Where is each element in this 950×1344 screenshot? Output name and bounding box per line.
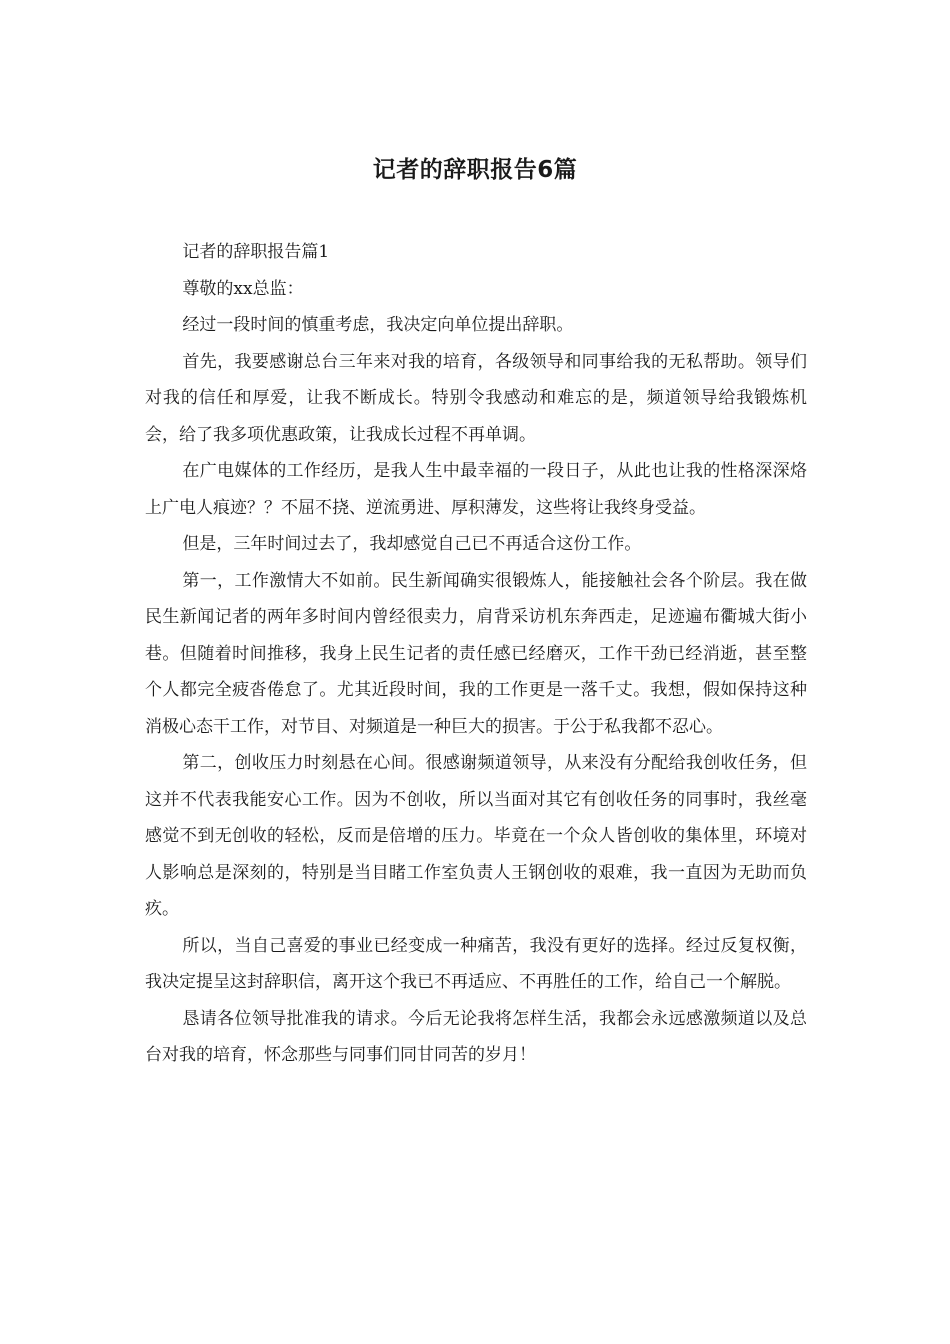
body-paragraph: 第一，工作激情大不如前。民生新闻确实很锻炼人，能接触社会各个阶层。我在做民生新闻记者的两年多时间内曾经很卖力，肩背采访机东奔西走，足迹遍布衢城大街小巷。但随着时间推移，我身上民生记者的责任感已经磨灭，工作干劲已经消逝，甚至整个人都完全疲沓倦怠了。尤其近段时间，我的工作更是一落千丈。我想，假如保持这种消极心态干工作，对节目、对频道是一种巨大的损害。于公于私我都不忍心。 — [145, 570, 807, 737]
body-paragraph: 所以，当自己喜爱的事业已经变成一种痛苦，我没有更好的选择。经过反复权衡，我决定提呈这封辞职信，离开这个我已不再适应、不再胜任的工作，给自己一个解脱。 — [145, 935, 807, 992]
body-paragraph: 经过一段时间的慎重考虑，我决定向单位提出辞职。 — [182, 315, 574, 335]
body-paragraph: 首先，我要感谢总台三年来对我的培育，各级领导和同事给我的无私帮助。领导们对我的信任和厚爱，让我不断成长。特别令我感动和难忘的是，频道领导给我锻炼机会，给了我多项优惠政策，让我成长过程不再单调。 — [145, 351, 807, 445]
body-paragraph: 在广电媒体的工作经历，是我人生中最幸福的一段日子，从此也让我的性格深深烙上广电人痕迹？？不屈不挠、逆流勇进、厚积薄发，这些将让我终身受益。 — [145, 461, 807, 518]
body-paragraph: 第二，创收压力时刻悬在心间。很感谢频道领导，从来没有分配给我创收任务，但这并不代表我能安心工作。因为不创收，所以当面对其它有创收任务的同事时，我丝毫感觉不到无创收的轻松，反而是倍增的压力。毕竟在一个众人皆创收的集体里，环境对人影响总是深刻的，特别是当目睹工作室负责人王钢创收的艰难，我一直因为无助而负疚。 — [145, 753, 807, 919]
body-paragraph: 但是，三年时间过去了，我却感觉自己已不再适合这份工作。 — [182, 534, 642, 554]
salutation: 尊敬的xx总监： — [182, 278, 304, 299]
section-heading: 记者的辞职报告篇1 — [182, 242, 330, 262]
document-body — [145, 234, 807, 1074]
document-title: 记者的辞职报告6篇 — [372, 157, 578, 183]
body-paragraph: 恳请各位领导批准我的请求。今后无论我将怎样生活，我都会永远感激频道以及总台对我的培育，怀念那些与同事们同甘同苦的岁月！ — [145, 1008, 807, 1065]
